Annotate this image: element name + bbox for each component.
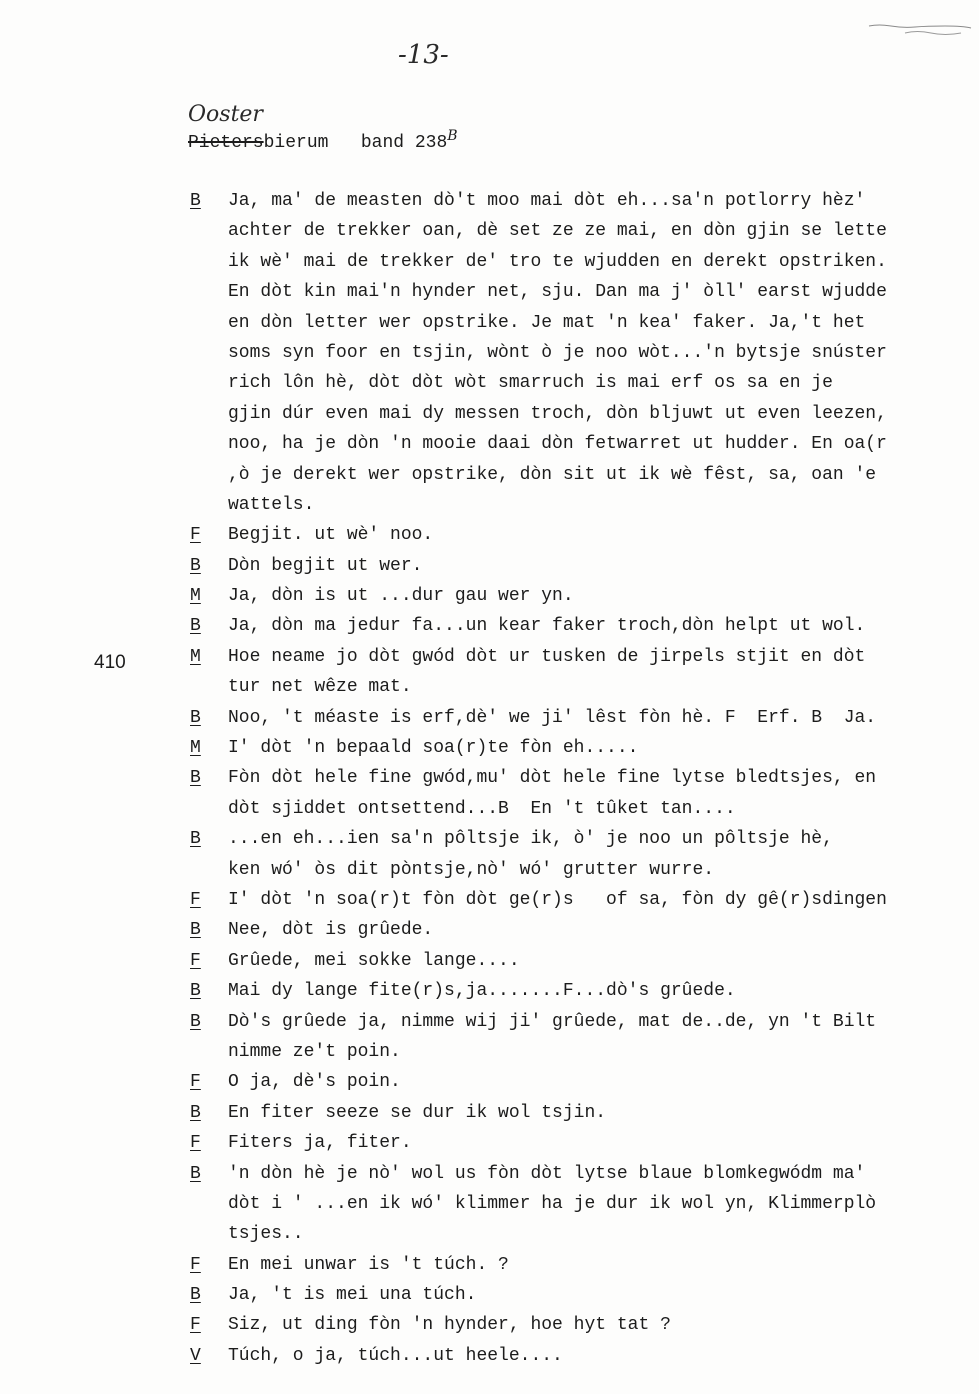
transcript-line: ,ò je derekt wer opstrike, dòn sit ut ik wè fêst, sa, oan 'e: [228, 464, 877, 485]
transcript-line: Mai dy lange fite(r)s,ja.......F...dò's grûede.: [228, 981, 736, 1002]
speaker-label: B: [190, 707, 201, 728]
struck-place-name: Pieters: [188, 133, 264, 153]
turn-text: [228, 1128, 976, 1158]
transcript-line: tsjes..: [228, 1224, 304, 1245]
transcript-turn: [190, 520, 976, 550]
turn-text: [228, 1159, 976, 1250]
turn-text: [228, 946, 976, 976]
turn-text: [228, 1098, 976, 1128]
transcript: [190, 186, 976, 1371]
speaker-label: B: [190, 1163, 201, 1184]
speaker-label: B: [190, 555, 201, 576]
scan-noise-marks: [865, 18, 975, 40]
turn-text: [228, 1341, 976, 1371]
transcript-turn: [190, 885, 976, 915]
speaker-label: M: [190, 738, 201, 759]
turn-text: [228, 1007, 976, 1068]
transcript-turn: [190, 1067, 976, 1097]
turn-text: [228, 763, 976, 824]
transcript-line: Ja, dòn ma jedur fa...un kear faker troch,dòn helpt ut wol.: [228, 616, 866, 637]
speaker-label: B: [190, 1011, 201, 1032]
transcript-line: Noo, 't méaste is erf,dè' we ji' lêst fòn hè. F Erf. B Ja.: [228, 707, 877, 728]
transcript-line: En fiter seeze se dur ik wol tsjin.: [228, 1102, 607, 1123]
transcript-line: Dò's grûede ja, nimme wij ji' grûede, mat de..de, yn 't Bilt: [228, 1011, 877, 1032]
transcript-line: en dòn letter wer opstrike. Je mat 'n kea' faker. Ja,'t het: [228, 312, 866, 333]
speaker-label: B: [190, 616, 201, 637]
transcript-line: Fiters ja, fiter.: [228, 1133, 412, 1154]
transcript-line: I' dòt 'n bepaald soa(r)te fòn eh.....: [228, 738, 639, 759]
header-line: [188, 128, 458, 153]
turn-text: [228, 824, 976, 885]
transcript-line: Dòn begjit ut wer.: [228, 555, 423, 576]
page-number: -13-: [398, 40, 449, 70]
speaker-label: B: [190, 1102, 201, 1123]
transcript-line: Ja, dòn is ut ...dur gau wer yn.: [228, 586, 574, 607]
transcript-turn: [190, 581, 976, 611]
transcript-line: Nee, dòt is grûede.: [228, 920, 434, 941]
transcript-line: 'n dòn hè je nò' wol us fòn dòt lytse blaue blomkegwódm ma': [228, 1163, 866, 1184]
turn-text: [228, 520, 976, 550]
transcript-line: O ja, dè's poin.: [228, 1072, 401, 1093]
turn-text: [228, 551, 976, 581]
transcript-line: achter de trekker oan, dè set ze ze mai, en dòn gjin se lette: [228, 221, 887, 242]
speaker-label: B: [190, 1285, 201, 1306]
transcript-line: ...en eh...ien sa'n pôltsje ik, ò' je noo un pôltsje hè,: [228, 829, 833, 850]
transcript-turn: [190, 551, 976, 581]
speaker-label: F: [190, 1315, 201, 1336]
turn-text: [228, 642, 976, 703]
speaker-label: F: [190, 1072, 201, 1093]
transcript-line: Ja, ma' de measten dò't moo mai dòt eh...sa'n potlorry hèz': [228, 191, 866, 211]
transcript-line: dòt i ' ...en ik wó' klimmer ha je dur ik wol yn, Klimmerplò: [228, 1193, 877, 1214]
transcript-line: ken wó' òs dit pòntsje,nò' wó' grutter wurre.: [228, 859, 715, 880]
transcript-turn: [190, 763, 976, 824]
speaker-label: M: [190, 646, 201, 667]
turn-text: [228, 611, 976, 641]
turn-text: [228, 581, 976, 611]
band-note: B: [447, 128, 458, 144]
transcript-line: ik wè' mai de trekker de' tro te wjudden en derekt opstriken.: [228, 251, 887, 272]
speaker-label: F: [190, 950, 201, 971]
transcript-line: rich lôn hè, dòt dòt wòt smarruch is mai erf os sa en je: [228, 373, 833, 394]
transcript-turn: [190, 1341, 976, 1371]
transcript-turn: [190, 1250, 976, 1280]
speaker-label: B: [190, 981, 201, 1002]
turn-text: [228, 1250, 976, 1280]
speaker-label: B: [190, 920, 201, 941]
transcript-turn: [190, 703, 976, 733]
transcript-line: soms syn foor en tsjin, wònt ò je noo wòt...'n bytsje snúster: [228, 342, 887, 363]
turn-text: [228, 1067, 976, 1097]
place-suffix: bierum: [263, 133, 329, 153]
transcript-line: tur net wêze mat.: [228, 677, 412, 698]
turn-text: [228, 1280, 976, 1310]
transcript-line: I' dòt 'n soa(r)t fòn dòt ge(r)s of sa, fòn dy gê(r)sdingen: [228, 889, 887, 910]
turn-text: [228, 915, 976, 945]
transcript-line: Túch, o ja, túch...ut heele....: [228, 1345, 563, 1366]
transcript-line: En dòt kin mai'n hynder net, sju. Dan ma j' òll' earst wjudde: [228, 282, 887, 303]
turn-text: [228, 733, 976, 763]
turn-text: [228, 885, 976, 915]
transcript-line: Begjit. ut wè' noo.: [228, 525, 434, 546]
transcript-turn: [190, 611, 976, 641]
transcript-turn: [190, 733, 976, 763]
speaker-label: B: [190, 768, 201, 789]
speaker-label: M: [190, 586, 201, 607]
turn-text: [228, 1310, 976, 1340]
transcript-turn: [190, 1159, 976, 1250]
turn-text: [228, 703, 976, 733]
margin-number: 410: [94, 652, 126, 673]
speaker-label: F: [190, 1254, 201, 1275]
transcript-line: Siz, ut ding fòn 'n hynder, hoe hyt tat ?: [228, 1315, 671, 1336]
speaker-label: V: [190, 1345, 201, 1366]
transcript-turn: [190, 915, 976, 945]
transcript-turn: [190, 1310, 976, 1340]
transcript-turn: [190, 1128, 976, 1158]
transcript-line: dòt sjiddet ontsettend...B En 't tûket tan....: [228, 798, 736, 819]
transcript-line: noo, ha je dòn 'n mooie daai dòn fetwarret ut hudder. En oa(r: [228, 434, 887, 455]
transcript-line: gjin dúr even mai dy messen troch, dòn bljuwt ut even leezen,: [228, 403, 887, 424]
transcript-line: wattels.: [228, 494, 315, 515]
transcript-turn: [190, 642, 976, 703]
transcript-turn: [190, 824, 976, 885]
speaker-label: B: [190, 829, 201, 850]
speaker-label: F: [190, 525, 201, 546]
transcript-line: Hoe neame jo dòt gwód dòt ur tusken de jirpels stjit en dòt: [228, 646, 866, 667]
speaker-label: B: [190, 191, 201, 211]
speaker-label: F: [190, 1133, 201, 1154]
turn-text: [228, 976, 976, 1006]
transcript-turn: [190, 186, 976, 520]
transcript-turn: [190, 1280, 976, 1310]
transcript-line: nimme ze't poin.: [228, 1041, 401, 1062]
turn-text: [228, 186, 976, 520]
transcript-line: En mei unwar is 't túch. ?: [228, 1254, 509, 1275]
transcript-turn: [190, 1007, 976, 1068]
handwritten-place-name: Ooster: [188, 102, 263, 127]
transcript-line: Grûede, mei sokke lange....: [228, 950, 520, 971]
transcript-turn: [190, 976, 976, 1006]
transcript-line: Ja, 't is mei una túch.: [228, 1285, 477, 1306]
transcript-turn: [190, 1098, 976, 1128]
speaker-label: F: [190, 889, 201, 910]
transcript-line: Fòn dòt hele fine gwód,mu' dòt hele fine lytse bledtsjes, en: [228, 768, 877, 789]
transcript-turn: [190, 946, 976, 976]
band-label: band 238: [360, 133, 448, 153]
